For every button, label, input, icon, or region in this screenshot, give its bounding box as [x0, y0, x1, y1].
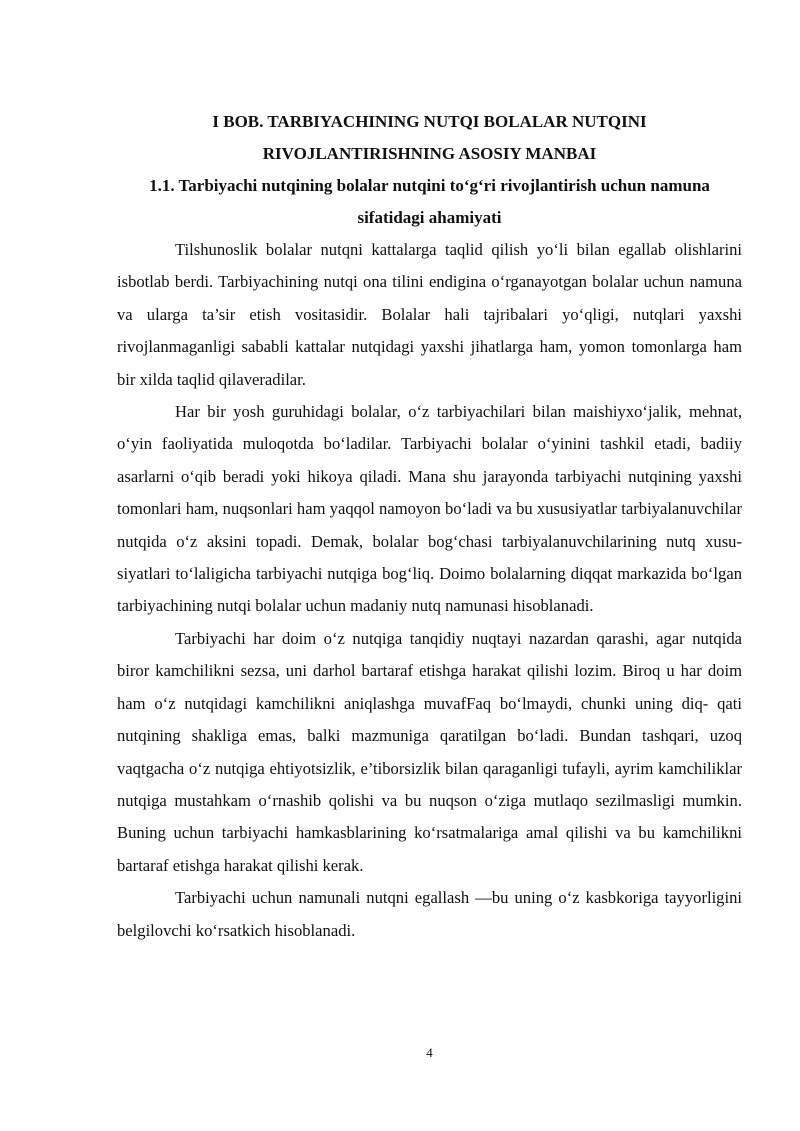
body-text: [117, 234, 742, 947]
paragraph: Tarbiyachi har doim o‘z nutqiga tanqidiy nuqtayi nazardan qarashi, agar nutqida biror kamchilikni sezsa, uni darhol bartaraf etishga harakat qilishi lozim. Biroq u har doim ham o‘z nutqidagi kamchilikni aniqlashga muvafFaq bo‘lmaydi, chunki uning diq- qati nutqining shakliga emas, balki mazmuniga qaratilgan bo‘ladi. Bundan tashqari, uzoq vaqtgacha o‘z nutqiga ehtiyotsizlik, e’tiborsizlik bilan qaraganligi tufayli, ayrim kamchiliklar nutqiga mustahkam o‘rnashib qolishi va bu nuqson o‘ziga mutlaqo sezilmasligi mumkin. Buning uchun tarbiyachi hamkasblarining ko‘rsatmalariga amal qilishi va bu kamchilikni bartaraf etishga harakat qilishi kerak.: [117, 628, 742, 875]
document-page: [117, 0, 742, 1131]
page-number: 4: [426, 1045, 433, 1060]
paragraph: Tarbiyachi uchun namunali nutqni egallash —bu uning o‘z kasbkoriga tayyorligini belgilovchi ko‘rsatkich hisoblanadi.: [117, 888, 742, 940]
section-title: 1.1. Tarbiyachi nutqining bolalar nutqini to‘g‘ri rivojlantirish uchun namuna sifatidagi ahamiyati: [149, 176, 710, 227]
paragraph: Har bir yosh guruhidagi bolalar, o‘z tarbiyachilari bilan maishiyxo‘jalik, mehnat, o‘yin faoliyatida muloqotda bo‘ladilar. Tarbiyachi bolalar o‘yinini tashkil etadi, badiiy asarlarni o‘qib beradi yoki hikoya qiladi. Mana shu jarayonda tarbiyachi nutqining yaxshi tomonlari ham, nuqsonlari ham yaqqol namoyon bo‘ladi va bu xususiyatlar tarbiyalanuvchilar nutqida o‘z aksini topadi. Demak, bolalar bog‘chasi tarbiyalanuvchilarining nutq xusu- siyatlari to‘laligicha tarbiyachi nutqiga bog‘liq. Doimo bolalarning diqqat markazida bo‘lgan tarbiyachining nutqi bolalar uchun madaniy nutq namunasi hisoblanadi.: [117, 402, 742, 616]
chapter-title: I BOB. TARBIYACHINING NUTQI BOLALAR NUTQINI RIVOJLANTIRISHNING ASOSIY MANBAI: [212, 112, 647, 163]
paragraph: Tilshunoslik bolalar nutqni kattalarga taqlid qilish yo‘li bilan egallab olishlarini isbotlab berdi. Tarbiyachining nutqi ona tilini endigina o‘rganayotgan bolalar uchun namuna va ularga ta’sir etish vositasidir. Bolalar hali tajribalari yo‘qligi, nutqlari yaxshi rivojlanmaganligi sababli kattalar nutqidagi yaxshi jihatlarga ham, yomon tomonlarga ham bir xilda taqlid qilaveradilar.: [117, 240, 742, 389]
